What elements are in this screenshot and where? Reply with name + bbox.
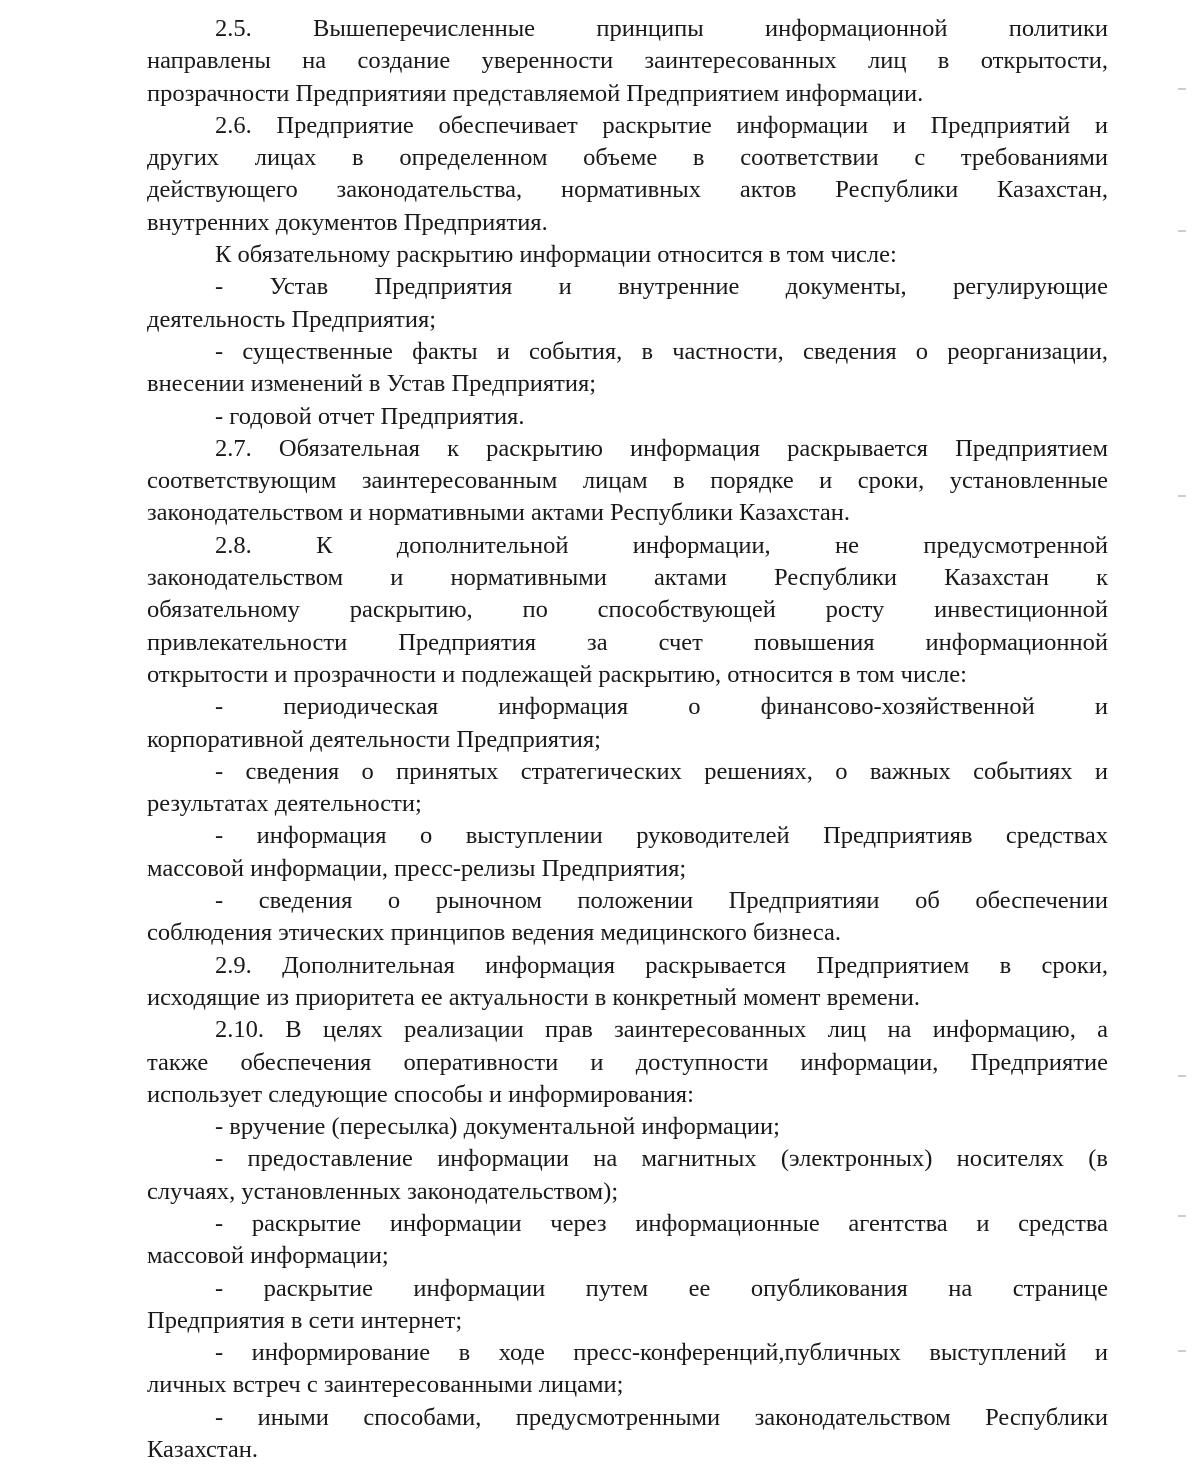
text-line: обязательному раскрытию, по способствующей росту инвестиционной bbox=[147, 596, 1108, 624]
text-line: соблюдения этических принципов ведения медицинского бизнеса. bbox=[147, 919, 842, 947]
text-line: законодательством и нормативными актами Республики Казахстан. bbox=[147, 499, 851, 527]
paragraph bbox=[147, 1402, 1108, 1467]
paragraph bbox=[147, 1111, 1108, 1143]
paragraph bbox=[147, 13, 1108, 110]
text-line: других лицах в определенном объеме в соответствии с требованиями bbox=[147, 144, 1108, 172]
paragraph bbox=[147, 110, 1108, 239]
text-line: законодательством и нормативными актами Республики Казахстан к bbox=[147, 564, 1108, 592]
text-line: - раскрытие информации путем ее опубликования на странице bbox=[215, 1274, 1108, 1302]
text-line: - сведения о принятых стратегических решениях, о важных событиях и bbox=[215, 757, 1108, 785]
paragraph bbox=[147, 950, 1108, 1015]
text-line: внутренних документов Предприятия. bbox=[147, 208, 548, 236]
text-line: - раскрытие информации через информационные агентства и средства bbox=[215, 1209, 1108, 1237]
text-line: 2.9. Дополнительная информация раскрывается Предприятием в сроки, bbox=[215, 951, 1108, 979]
paragraph bbox=[147, 271, 1108, 336]
paragraph bbox=[147, 433, 1108, 530]
text-line: 2.7. Обязательная к раскрытию информация раскрывается Предприятием bbox=[215, 434, 1108, 462]
text-line: 2.8. К дополнительной информации, не предусмотренной bbox=[215, 531, 1108, 559]
paragraph bbox=[147, 820, 1108, 885]
paragraph bbox=[147, 691, 1108, 756]
text-line: корпоративной деятельности Предприятия; bbox=[147, 725, 601, 753]
paragraph bbox=[147, 1208, 1108, 1273]
text-line: случаях, установленных законодательством); bbox=[147, 1177, 619, 1205]
document-page bbox=[147, 13, 1108, 1466]
text-line: деятельность Предприятия; bbox=[147, 305, 437, 333]
text-line: привлекательности Предприятия за счет повышения информационной bbox=[147, 628, 1108, 656]
text-line: действующего законодательства, нормативных актов Республики Казахстан, bbox=[147, 176, 1108, 204]
text-line: массовой информации; bbox=[147, 1242, 389, 1270]
paragraph bbox=[147, 530, 1108, 691]
text-line: - иными способами, предусмотренными законодательством Республики bbox=[215, 1403, 1108, 1431]
paragraph bbox=[147, 1337, 1108, 1402]
paragraph bbox=[147, 1143, 1108, 1208]
text-line: - годовой отчет Предприятия. bbox=[215, 402, 525, 430]
paragraph bbox=[147, 885, 1108, 950]
paragraph bbox=[147, 239, 1108, 271]
text-line: - информация о выступлении руководителей Предприятияв средствах bbox=[215, 822, 1108, 850]
scan-margin-mark bbox=[1178, 230, 1186, 232]
text-line: внесении изменений в Устав Предприятия; bbox=[147, 370, 597, 398]
text-line: - периодическая информация о финансово-хозяйственной и bbox=[215, 693, 1108, 721]
text-line: Предприятия в сети интернет; bbox=[147, 1306, 463, 1334]
scan-margin-mark bbox=[1178, 88, 1186, 90]
scan-margin-mark bbox=[1178, 1350, 1186, 1352]
text-line: использует следующие способы и информирования: bbox=[147, 1080, 694, 1108]
text-line: открытости и прозрачности и подлежащей раскрытию, относится в том числе: bbox=[147, 660, 967, 688]
text-line: - предоставление информации на магнитных (электронных) носителях (в bbox=[215, 1145, 1108, 1173]
paragraph bbox=[147, 756, 1108, 821]
text-line: Казахстан. bbox=[147, 1436, 258, 1464]
text-line: - информирование в ходе пресс-конференций,публичных выступлений и bbox=[215, 1339, 1108, 1367]
text-line: - существенные факты и события, в частности, сведения о реорганизации, bbox=[215, 337, 1108, 365]
paragraph bbox=[147, 1273, 1108, 1338]
text-line: массовой информации, пресс-релизы Предприятия; bbox=[147, 854, 687, 882]
scan-margin-mark bbox=[1178, 1075, 1186, 1077]
text-line: 2.5. Вышеперечисленные принципы информационной политики bbox=[215, 15, 1108, 42]
text-line: результатах деятельности; bbox=[147, 790, 422, 818]
text-line: 2.6. Предприятие обеспечивает раскрытие информации и Предприятий и bbox=[215, 111, 1108, 139]
text-line: 2.10. В целях реализации прав заинтересованных лиц на информацию, а bbox=[215, 1016, 1108, 1044]
paragraph bbox=[147, 336, 1108, 401]
text-line: - сведения о рыночном положении Предприятияи об обеспечении bbox=[215, 887, 1108, 915]
text-line: направлены на создание уверенности заинтересованных лиц в открытости, bbox=[147, 47, 1108, 75]
scan-margin-mark bbox=[1178, 495, 1186, 497]
text-line: исходящие из приоритета ее актуальности в конкретный момент времени. bbox=[147, 983, 921, 1011]
scan-margin-mark bbox=[1178, 1215, 1186, 1217]
text-line: также обеспечения оперативности и доступности информации, Предприятие bbox=[147, 1048, 1108, 1076]
text-line: личных встреч с заинтересованными лицами; bbox=[147, 1371, 624, 1399]
paragraph bbox=[147, 1014, 1108, 1111]
text-line: прозрачности Предприятияи представляемой Предприятием информации. bbox=[147, 79, 924, 107]
text-line: К обязательному раскрытию информации относится в том числе: bbox=[215, 241, 897, 269]
paragraph bbox=[147, 401, 1108, 433]
text-line: соответствующим заинтересованным лицам в порядке и сроки, установленные bbox=[147, 467, 1108, 495]
text-line: - Устав Предприятия и внутренние документы, регулирующие bbox=[215, 273, 1108, 301]
text-line: - вручение (пересылка) документальной информации; bbox=[215, 1113, 780, 1141]
